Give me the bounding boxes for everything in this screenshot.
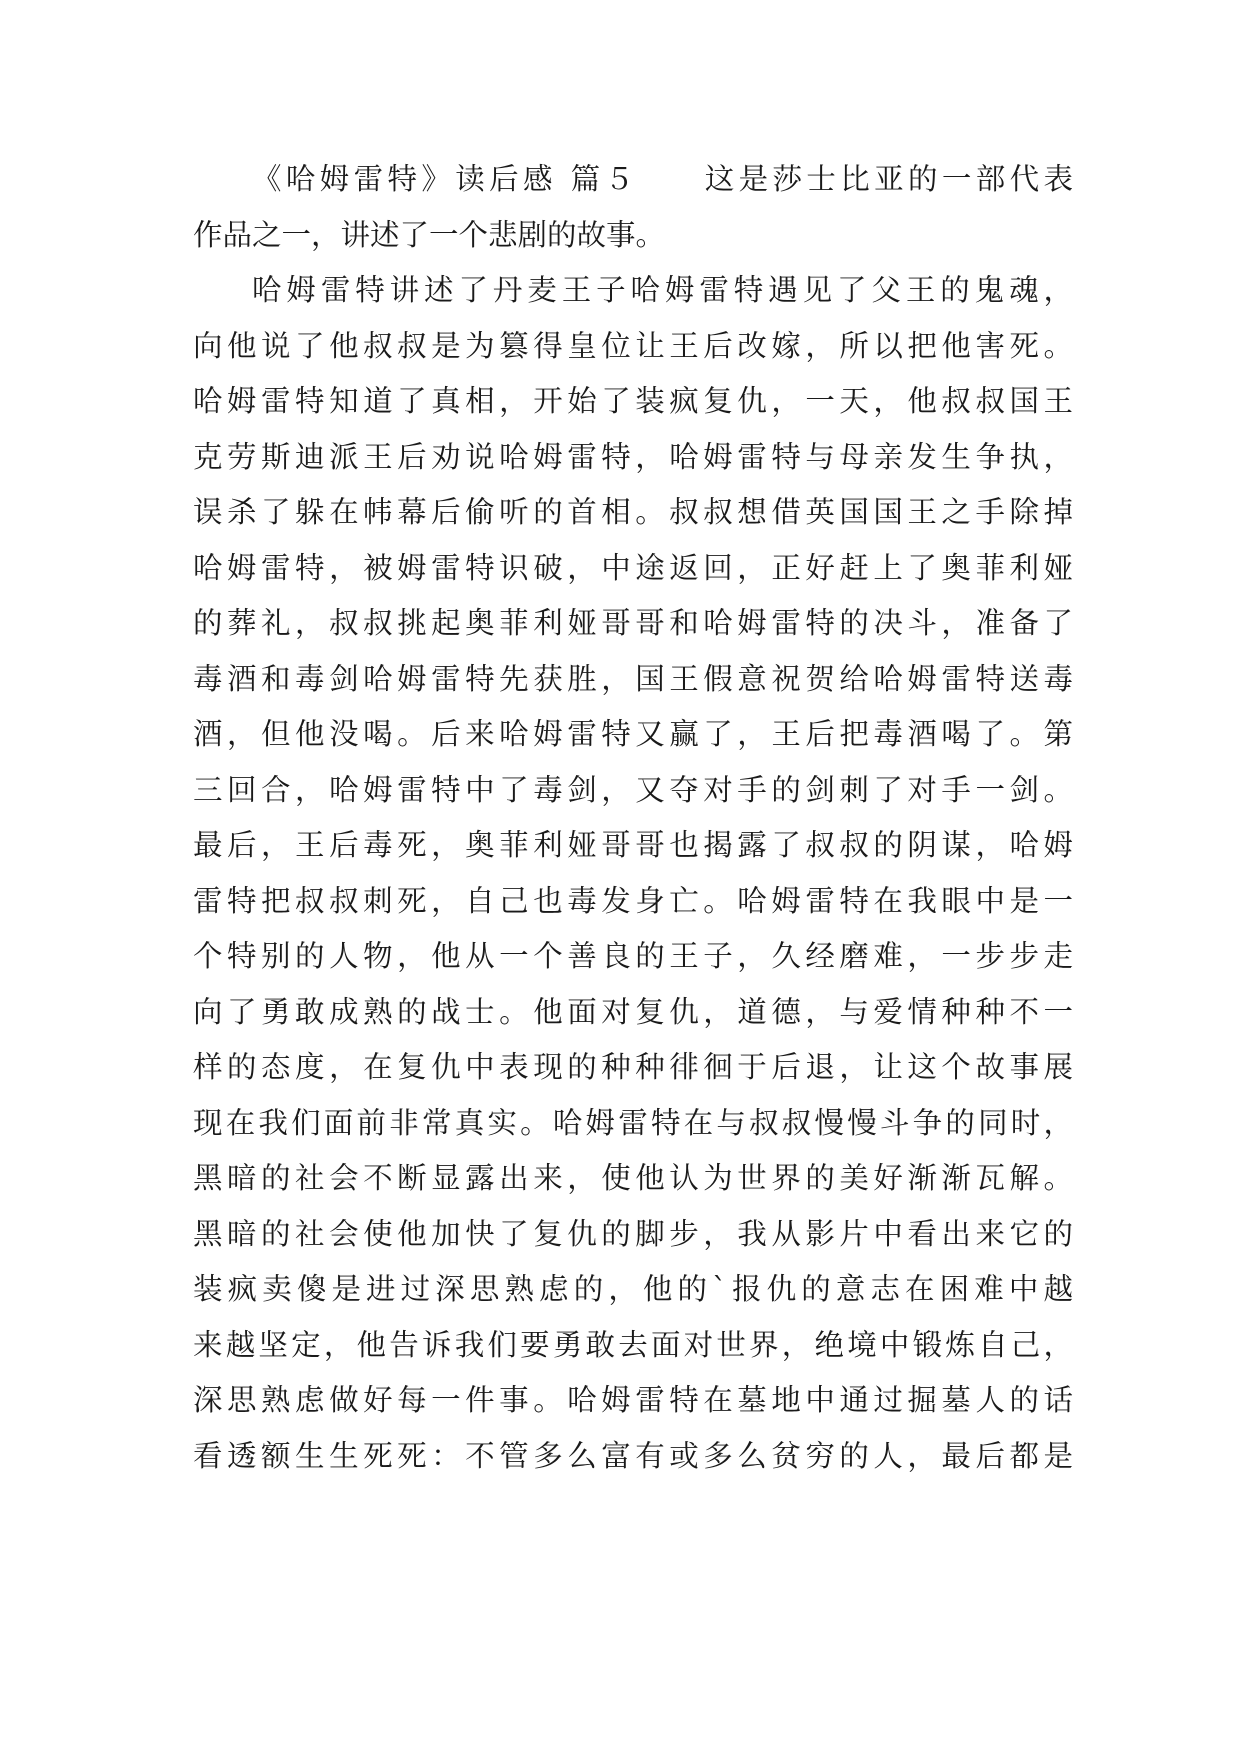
body-line: 个特别的人物，他从一个善良的王子，久经磨难，一步步走 [193, 939, 1073, 973]
body-line: 现在我们面前非常真实。哈姆雷特在与叔叔慢慢斗争的同时， [193, 1105, 1073, 1140]
body-line: 来越坚定，他告诉我们要勇敢去面对世界，绝境中锻炼自己， [193, 1327, 1073, 1362]
body-line: 最后，王后毒死，奥菲利娅哥哥也揭露了叔叔的阴谋，哈姆 [193, 828, 1073, 862]
body-line: 酒，但他没喝。后来哈姆雷特又赢了，王后把毒酒喝了。第 [193, 717, 1073, 751]
body-line: 装疯卖傻是进过深思熟虑的，他的`报仇的意志在困难中越 [193, 1272, 1073, 1306]
body-line: 误杀了躲在帏幕后偷听的首相。叔叔想借英国国王之手除掉 [193, 495, 1073, 529]
essay-title: 《哈姆雷特》读后感 篇５ [252, 162, 639, 196]
body-line: 哈姆雷特知道了真相，开始了装疯复仇，一天，他叔叔国王 [193, 384, 1073, 418]
body-line: 看透额生生死死：不管多么富有或多么贫穷的人，最后都是 [193, 1438, 1073, 1473]
body-line: 深思熟虑做好每一件事。哈姆雷特在墓地中通过掘墓人的话 [193, 1383, 1073, 1417]
body-line: 向他说了他叔叔是为篡得皇位让王后改嫁，所以把他害死。 [193, 328, 1073, 363]
body-line: 三回合，哈姆雷特中了毒剑，又夺对手的剑刺了对手一剑。 [193, 772, 1073, 807]
body-line: 向了勇敢成熟的战士。他面对复仇，道德，与爱情种种不一 [193, 994, 1073, 1029]
body-line: 黑暗的社会不断显露出来，使他认为世界的美好渐渐瓦解。 [193, 1161, 1073, 1195]
intro-line-1: 这是莎士比亚的一部代表 [700, 162, 1073, 196]
intro-line-2: 作品之一，讲述了一个悲剧的故事。 [193, 217, 666, 252]
body-line: 样的态度，在复仇中表现的种种徘徊于后退，让这个故事展 [193, 1050, 1073, 1084]
body-line: 毒酒和毒剑哈姆雷特先获胜，国王假意祝贺给哈姆雷特送毒 [193, 661, 1073, 696]
body-line: 哈姆雷特讲述了丹麦王子哈姆雷特遇见了父王的鬼魂， [252, 273, 1073, 307]
title-line [193, 152, 1073, 208]
body-line: 的葬礼，叔叔挑起奥菲利娅哥哥和哈姆雷特的决斗，准备了 [193, 606, 1073, 640]
body-line: 克劳斯迪派王后劝说哈姆雷特，哈姆雷特与母亲发生争执， [193, 439, 1073, 474]
essay-body [193, 152, 1073, 1484]
body-line: 哈姆雷特，被姆雷特识破，中途返回，正好赶上了奥菲利娅 [193, 550, 1073, 585]
body-line: 黑暗的社会使他加快了复仇的脚步，我从影片中看出来它的 [193, 1216, 1073, 1251]
body-line: 雷特把叔叔刺死，自己也毒发身亡。哈姆雷特在我眼中是一 [193, 883, 1073, 918]
